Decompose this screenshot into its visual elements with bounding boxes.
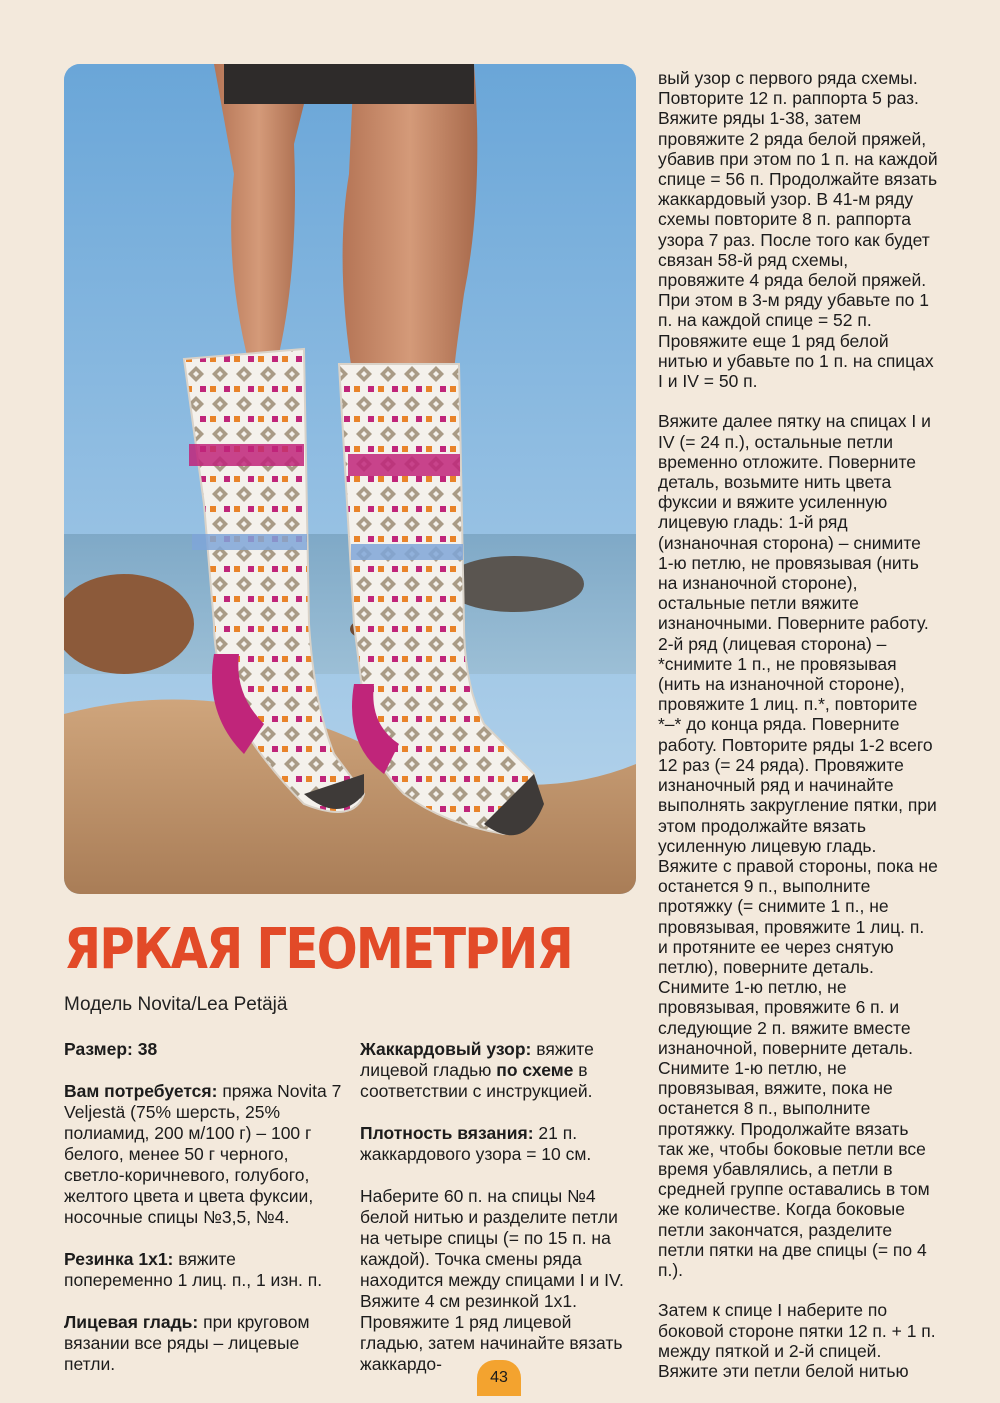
materials-paragraph [64, 1081, 344, 1228]
jacquard-bold: по схеме [496, 1060, 574, 1080]
right-sock-blue-band [351, 544, 463, 560]
heel-paragraph: Вяжите далее пятку на спицах I и IV (= 24 п.), остальные петли временно отложите. Поверните деталь, возьмите нить цвета фуксии и вяжите усиленную лицевую гладь: 1-й ряд (изнаночная сторона) – снимите 1-ю петлю, не провязывая (нить на изнаночной стороне), остальные петли вяжите изнаночными. Поверните работу. 2-й ряд (лицевая сторона) – *снимите 1 п., не провязывая (нить на изнаночной стороне), провяжите 1 лиц. п.*, повторите *–* до конца ряда. Поверните работу. Повторите ряды 1-2 всего 12 раз (= 24 ряда). Провяжите изнаночный ряд и начинайте выполнять закругление пятки, при этом продолжайте вязать усиленную лицевую гладь. Вяжите с правой стороны, пока не останется 9 п., выполните протяжку (= снимите 1 п., не провязывая, провяжите 1 лиц. п. и протяните ее через снятую петлю), поверните деталь. Снимите 1-ю петлю, не провязывая, провяжите 6 п. и следующие 2 п. вяжите вместе изнаночной, поверните деталь. Снимите 1-ю петлю, не провязывая, вяжите, пока не останется 8 п., выполните протяжку. Продолжайте вязать так же, чтобы боковые петли все время убавлялись, а петли в средней группе оставались в том же количестве. Когда боковые петли закончатся, разделите петли пятки на две спицы (= по 4 п.). [658, 411, 938, 1280]
size-value: 38 [132, 1039, 158, 1059]
stockinette-label: Лицевая гладь: [64, 1312, 199, 1332]
cast-on-paragraph: Наберите 60 п. на спицы №4 белой нитью и разделите петли на четыре спицы (= по 15 п. на каждой). Точка смены ряда находится между спицами I и IV. Вяжите 4 см резинкой 1х1. Провяжите 1 ряд лицевой гладью, затем начинайте вязать жаккардо- [360, 1186, 624, 1374]
page-number: 43 [477, 1360, 521, 1396]
socks-illustration [64, 64, 636, 894]
rib-text: вяжите попеременно 1 лиц. п., 1 изн. п. [64, 1249, 323, 1290]
article-title: ЯРКАЯ ГЕОМЕТРИЯ [64, 917, 572, 982]
jacquard-text: вяжите лицевой гладью [360, 1039, 594, 1080]
column-left [64, 1039, 344, 1396]
column-right [658, 68, 938, 1401]
rib-paragraph [64, 1249, 344, 1291]
jacquard-text-end: в соответствии с инструкцией. [360, 1060, 593, 1101]
gauge-text: 21 п. жаккардового узора = 10 см. [360, 1123, 592, 1164]
gauge-label: Плотность вязания: [360, 1123, 534, 1143]
size-paragraph [64, 1039, 344, 1060]
stockinette-paragraph [64, 1312, 344, 1375]
model-credit: Модель Novita/Lea Petäjä [64, 994, 288, 1015]
pattern-paragraph: вый узор с первого ряда схемы. Повторите 12 п. раппорта 5 раз. Вяжите ряды 1-38, затем провяжите 2 ряда белой пряжей, убавив при этом по 1 п. на каждой спице = 56 п. Продолжайте вязать жаккардовый узор. В 41-м ряду схемы повторите 8 п. раппорта узора 7 раз. После того как будет связан 58-й ряд схемы, провяжите 4 ряда белой пряжей. При этом в 3-м ряду убавьте по 1 п. на каждой спице = 52 п. Провяжите еще 1 ряд белой нитью и убавьте по 1 п. на спицах I и IV = 50 п. [658, 68, 938, 392]
column-middle [360, 1039, 638, 1396]
size-label: Размер: [64, 1039, 133, 1059]
right-leg [343, 64, 478, 384]
socks-photo [64, 64, 636, 894]
materials-text: пряжа Novita 7 Veljestä (75% шерсть, 25% полиамид, 200 м/100 г) – 100 г белого, менее 50 г черного, светло-коричневого, голубого, желтого цвета и цвета фуксии, носочные спицы №3,5, №4. [64, 1081, 342, 1227]
jacquard-label: Жаккардовый узор: [360, 1039, 532, 1059]
rib-label: Резинка 1х1: [64, 1249, 174, 1269]
jacquard-paragraph [360, 1039, 638, 1102]
left-sock-band [189, 444, 304, 466]
left-sock-blue-band [192, 534, 307, 550]
shorts [224, 64, 474, 104]
stockinette-text: при круговом вязании все ряды – лицевые петли. [64, 1312, 310, 1374]
gauge-paragraph [360, 1123, 638, 1165]
gusset-paragraph: Затем к спице I наберите по боковой стороне пятки 12 п. + 1 п. между пяткой и 2-й спицей. Вяжите эти петли белой нитью [658, 1300, 936, 1381]
distant-rock [444, 556, 584, 612]
materials-label: Вам потребуется: [64, 1081, 218, 1101]
right-sock-band [348, 454, 460, 476]
